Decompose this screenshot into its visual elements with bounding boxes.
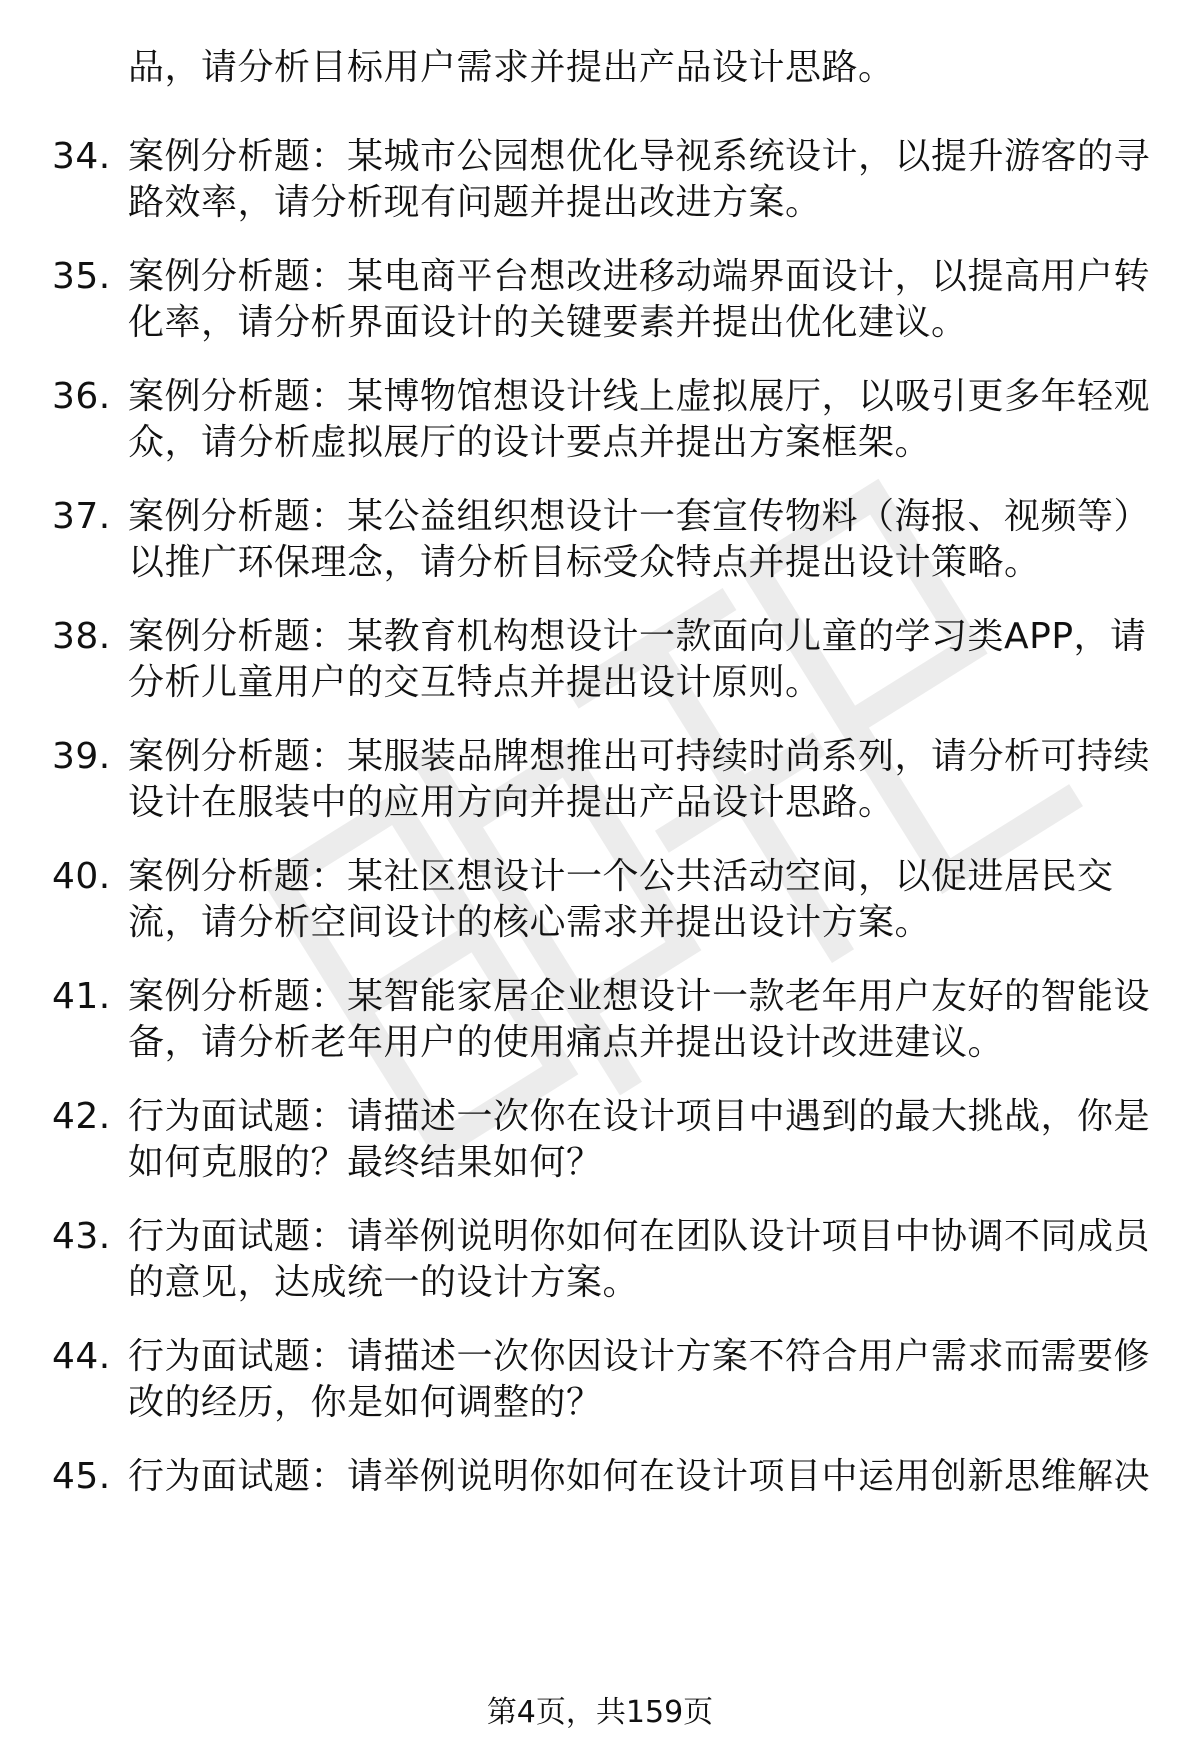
question-text-continued: 流，请分析空间设计的核心需求并提出设计方案。 — [128, 902, 932, 943]
question-text: 案例分析题：某公益组织想设计一套宣传物料（海报、视频等） — [128, 496, 1151, 537]
question-text: 案例分析题：某社区想设计一个公共活动空间，以促进居民交 — [128, 856, 1114, 897]
question-text: 案例分析题：某服装品牌想推出可持续时尚系列，请分析可持续 — [128, 736, 1151, 777]
question-number: 44. — [52, 1336, 111, 1377]
question-text-continued: 路效率，请分析现有问题并提出改进方案。 — [128, 182, 822, 223]
question-number: 43. — [52, 1216, 111, 1257]
question-number: 41. — [52, 976, 111, 1017]
question-number: 35. — [52, 256, 111, 297]
question-text-continued: 以推广环保理念，请分析目标受众特点并提出设计策略。 — [128, 542, 1041, 583]
question-text-continued: 的意见，达成统一的设计方案。 — [128, 1262, 640, 1303]
question-text: 行为面试题：请举例说明你如何在设计项目中运用创新思维解决 — [128, 1456, 1151, 1497]
question-text: 案例分析题：某博物馆想设计线上虚拟展厅，以吸引更多年轻观 — [128, 376, 1151, 417]
question-number: 39. — [52, 736, 111, 777]
question-text: 行为面试题：请举例说明你如何在团队设计项目中协调不同成员 — [128, 1216, 1151, 1257]
question-text-continued: 设计在服装中的应用方向并提出产品设计思路。 — [128, 782, 895, 823]
question-text: 案例分析题：某智能家居企业想设计一款老年用户友好的智能设 — [128, 976, 1151, 1017]
continuation-text: 品，请分析目标用户需求并提出产品设计思路。 — [128, 47, 895, 88]
question-number: 45. — [52, 1456, 111, 1497]
question-number: 34. — [52, 136, 111, 177]
question-text: 行为面试题：请描述一次你因设计方案不符合用户需求而需要修 — [128, 1336, 1151, 1377]
question-text: 行为面试题：请描述一次你在设计项目中遇到的最大挑战，你是 — [128, 1096, 1151, 1137]
question-number: 37. — [52, 496, 111, 537]
question-text-continued: 改的经历，你是如何调整的？ — [128, 1382, 603, 1423]
question-number: 42. — [52, 1096, 111, 1137]
question-text: 案例分析题：某城市公园想优化导视系统设计，以提升游客的寻 — [128, 136, 1151, 177]
question-text: 案例分析题：某电商平台想改进移动端界面设计，以提高用户转 — [128, 256, 1151, 297]
question-text-continued: 化率，请分析界面设计的关键要素并提出优化建议。 — [128, 302, 968, 343]
question-text-continued: 分析儿童用户的交互特点并提出设计原则。 — [128, 662, 822, 703]
question-text-continued: 备，请分析老年用户的使用痛点并提出设计改进建议。 — [128, 1022, 1005, 1063]
question-text-continued: 众，请分析虚拟展厅的设计要点并提出方案框架。 — [128, 422, 932, 463]
question-number: 38. — [52, 616, 111, 657]
page-footer: 第4页，共159页 — [486, 1695, 714, 1730]
question-text: 案例分析题：某教育机构想设计一款面向儿童的学习类APP，请 — [128, 616, 1147, 657]
question-text-continued: 如何克服的？最终结果如何？ — [128, 1142, 603, 1183]
question-number: 40. — [52, 856, 111, 897]
question-number: 36. — [52, 376, 111, 417]
